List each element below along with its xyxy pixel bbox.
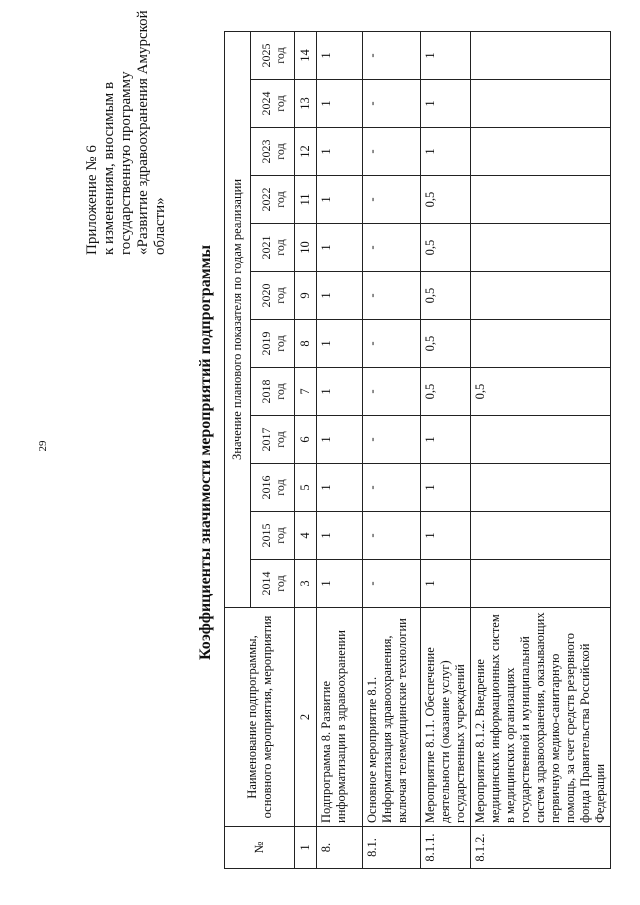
column-number: 11: [295, 176, 317, 224]
row-value: 0,5: [421, 224, 471, 272]
row-value: -: [363, 320, 421, 368]
row-number: 8.1.2.: [471, 827, 611, 869]
row-value: [471, 128, 611, 176]
column-number: 7: [295, 368, 317, 416]
row-value: 1: [421, 128, 471, 176]
table-row: [363, 31, 421, 868]
header-year: 2021 год: [251, 224, 295, 272]
row-value: [471, 31, 611, 79]
row-value: [471, 320, 611, 368]
row-value: 1: [317, 128, 363, 176]
row-value: -: [363, 416, 421, 464]
row-value: -: [363, 80, 421, 128]
row-value: 0,5: [421, 176, 471, 224]
header-year: 2022 год: [251, 176, 295, 224]
column-number: 12: [295, 128, 317, 176]
row-value: -: [363, 560, 421, 608]
column-number: 5: [295, 464, 317, 512]
header-number: №: [225, 827, 295, 869]
row-value: 0,5: [421, 272, 471, 320]
row-value: 1: [317, 560, 363, 608]
row-name: Мероприятие 8.1.2. Внедрение медицинских информационных систем в медицинских организациях государственной и муниципальной систем здравоохранения, оказывающих первичную медико-санитарную помощь, за счет средств резервного фонда Правительства Российской Федерации: [471, 608, 611, 827]
header-year: 2025 год: [251, 31, 295, 79]
header-year: 2015 год: [251, 512, 295, 560]
column-number: 13: [295, 80, 317, 128]
row-value: 1: [317, 464, 363, 512]
row-value: 1: [317, 80, 363, 128]
row-name: Подпрограмма 8. Развитие информатизации в здравоохранении: [317, 608, 363, 827]
column-number: 8: [295, 320, 317, 368]
row-value: 1: [317, 224, 363, 272]
row-number: 8.1.1.: [421, 827, 471, 869]
appendix-line: к изменениям, вносимым в: [101, 81, 117, 255]
significance-table: [224, 31, 611, 869]
row-value: 0,5: [421, 368, 471, 416]
row-name: Мероприятие 8.1.1. Обеспечение деятельности (оказание услуг) государственных учреждений: [421, 608, 471, 827]
column-number: 2: [295, 608, 317, 827]
column-number: 14: [295, 31, 317, 79]
row-name: Основное мероприятие 8.1. Информатизация здравоохранения, включая телемедицинские технологии: [363, 608, 421, 827]
row-value: -: [363, 224, 421, 272]
header-name: Наименование подпрограммы, основного мероприятия, мероприятия: [225, 608, 295, 827]
row-value: -: [363, 464, 421, 512]
row-value: -: [363, 272, 421, 320]
row-value: 1: [421, 560, 471, 608]
row-value: 1: [317, 176, 363, 224]
header-year: 2017 год: [251, 416, 295, 464]
row-value: 1: [317, 320, 363, 368]
column-number: 6: [295, 416, 317, 464]
header-year: 2019 год: [251, 320, 295, 368]
row-value: [471, 416, 611, 464]
row-value: [471, 176, 611, 224]
appendix-line: государственную программу: [118, 71, 134, 255]
row-value: [471, 560, 611, 608]
row-value: [471, 512, 611, 560]
header-year: 2014 год: [251, 560, 295, 608]
column-number: 9: [295, 272, 317, 320]
row-value: 1: [421, 512, 471, 560]
column-numbers-row: [295, 31, 317, 868]
row-value: -: [363, 368, 421, 416]
row-value: [471, 464, 611, 512]
appendix-line: «Развитие здравоохранения Амурской: [135, 10, 151, 255]
row-value: [471, 80, 611, 128]
row-value: -: [363, 512, 421, 560]
header-year: 2016 год: [251, 464, 295, 512]
table-row: [317, 31, 363, 868]
appendix-line: Приложение № 6: [84, 145, 100, 255]
row-value: 1: [421, 31, 471, 79]
header-values-group: Значение планового показателя по годам реализации: [225, 31, 251, 607]
row-value: -: [363, 176, 421, 224]
table-row: [471, 31, 611, 868]
appendix-note: [84, 10, 169, 255]
row-value: 1: [317, 416, 363, 464]
row-value: 0,5: [421, 320, 471, 368]
header-year: 2024 год: [251, 80, 295, 128]
appendix-line: области»: [152, 197, 168, 255]
row-value: 1: [421, 80, 471, 128]
row-value: 1: [421, 416, 471, 464]
column-number: 10: [295, 224, 317, 272]
row-number: 8.: [317, 827, 363, 869]
row-value: 1: [317, 31, 363, 79]
row-value: 1: [317, 512, 363, 560]
page-number: 29: [37, 440, 49, 452]
row-value: -: [363, 128, 421, 176]
row-value: 1: [317, 368, 363, 416]
header-year: 2020 год: [251, 272, 295, 320]
table-row: [421, 31, 471, 868]
row-value: 0,5: [471, 368, 611, 416]
column-number: 3: [295, 560, 317, 608]
row-number: 8.1.: [363, 827, 421, 869]
row-value: [471, 272, 611, 320]
column-number: 1: [295, 827, 317, 869]
row-value: -: [363, 31, 421, 79]
row-value: 1: [421, 464, 471, 512]
column-number: 4: [295, 512, 317, 560]
document-title: Коэффициенты значимости мероприятий подпрограммы: [197, 245, 214, 661]
row-value: [471, 224, 611, 272]
header-year: 2023 год: [251, 128, 295, 176]
row-value: 1: [317, 272, 363, 320]
header-year: 2018 год: [251, 368, 295, 416]
